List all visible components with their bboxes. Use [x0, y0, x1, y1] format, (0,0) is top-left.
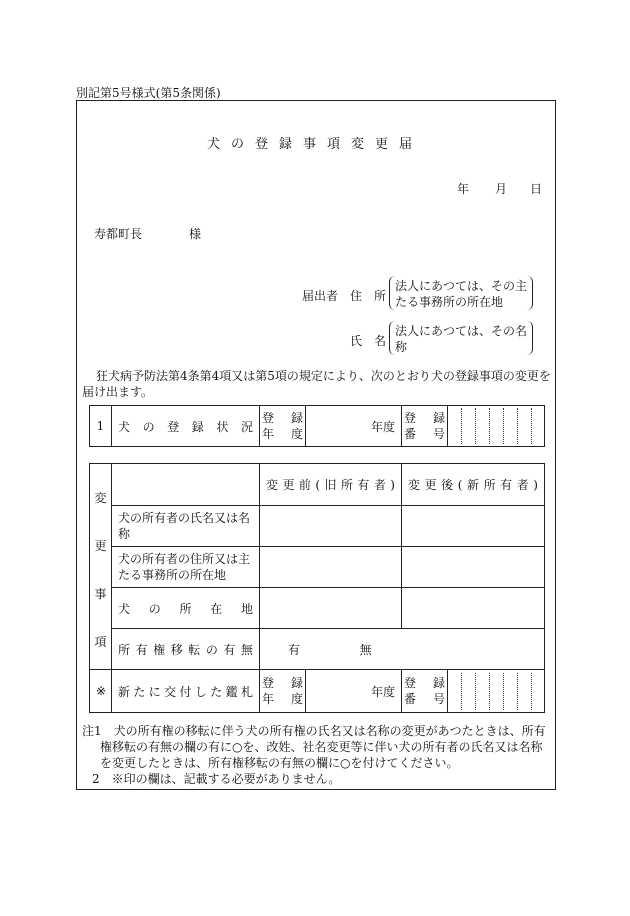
registration-fiscal-year-field[interactable]: 年度 [306, 406, 402, 447]
name-note: 法人にあつては、その名称 [395, 324, 528, 354]
header-before: 変更前(旧所有者) [260, 464, 402, 506]
registration-number-label [402, 406, 448, 447]
statement-text: 狂犬病予防法第4条第4項又は第5項の規定により、次のとおり犬の登録事項の変更を届け出ます。 [82, 369, 551, 399]
owner-address-before-field[interactable] [260, 547, 402, 588]
side-label-char-2: 更 [94, 538, 107, 553]
note-1: 注1 犬の所有権の移転に伴う犬の所有権の氏名又は名称の変更があつたときは、所有権移転の有無の欄の有に○を、改姓、社名変更等に伴い犬の所有者の氏名又は名称を変更したときは、所有権移転の有無の欄に○を付けてください。 [82, 724, 546, 770]
addressee: 寿都町長 [94, 227, 143, 241]
new-tag-number-field[interactable] [448, 670, 545, 713]
new-tag-fiscal-year-field[interactable]: 年度 [306, 670, 402, 713]
row-owner-name-label: 犬の所有者の氏名又は名称 [112, 506, 260, 547]
transfer-yes-option[interactable]: 有 [288, 642, 301, 657]
form-title: 犬の登録事項変更届 [206, 137, 423, 152]
row-owner-address-label: 犬の所有者の住所又は主たる事務所の所在地 [112, 547, 260, 588]
notes-section [82, 723, 554, 787]
registration-year-label-line1: 登録 [262, 411, 303, 425]
registration-row-label: 犬の登録状況 [112, 406, 260, 447]
address-note: 法人にあつては、その主たる事務所の所在地 [395, 279, 528, 309]
registration-table [89, 405, 545, 447]
changes-table [89, 463, 545, 713]
side-label-char-3: 事 [94, 586, 107, 601]
registration-number-label-line2: 番号 [404, 427, 445, 441]
registration-number-label-line1: 登録 [404, 411, 445, 425]
row-dog-location-label: 犬の所在地 [112, 588, 260, 629]
new-tag-number-label-line1: 登録 [404, 676, 445, 690]
dog-location-before-field[interactable] [260, 588, 402, 629]
office-use-mark: ※ [90, 670, 112, 713]
header-after: 変更後(新所有者) [402, 464, 545, 506]
applicant-label: 届出者 [302, 289, 339, 303]
dog-location-after-field[interactable] [402, 588, 545, 629]
date-day-label: 日 [530, 182, 543, 196]
new-tag-year-label-line1: 登録 [262, 676, 303, 690]
honorific: 様 [189, 227, 202, 241]
row-new-tag-label: 新たに交付した鑑札 [112, 670, 260, 713]
transfer-choice-field[interactable] [260, 629, 545, 670]
new-tag-number-label [402, 670, 448, 713]
registration-row-number: 1 [90, 406, 112, 447]
new-tag-number-label-line2: 番号 [404, 692, 445, 706]
new-tag-year-label-line2: 年度 [262, 692, 303, 706]
form-caption: 別記第5号様式(第5条関係) [76, 86, 221, 100]
changes-side-label [90, 464, 112, 670]
owner-address-after-field[interactable] [402, 547, 545, 588]
name-label: 氏名 [350, 334, 399, 348]
new-tag-year-label [260, 670, 306, 713]
date-year-label: 年 [457, 182, 470, 196]
owner-name-before-field[interactable] [260, 506, 402, 547]
registration-number-field[interactable] [448, 406, 545, 447]
date-month-label: 月 [495, 182, 508, 196]
note-2: 2 ※印の欄は、記載する必要がありません。 [92, 772, 341, 786]
changes-header-blank [112, 464, 260, 506]
registration-year-label [260, 406, 306, 447]
transfer-no-option[interactable]: 無 [359, 642, 372, 657]
registration-year-label-line2: 年度 [262, 427, 303, 441]
owner-name-after-field[interactable] [402, 506, 545, 547]
row-transfer-label: 所有権移転の有無 [112, 629, 260, 670]
address-label: 住所 [350, 289, 399, 303]
side-label-char-1: 変 [94, 490, 107, 505]
side-label-char-4: 項 [94, 634, 107, 649]
